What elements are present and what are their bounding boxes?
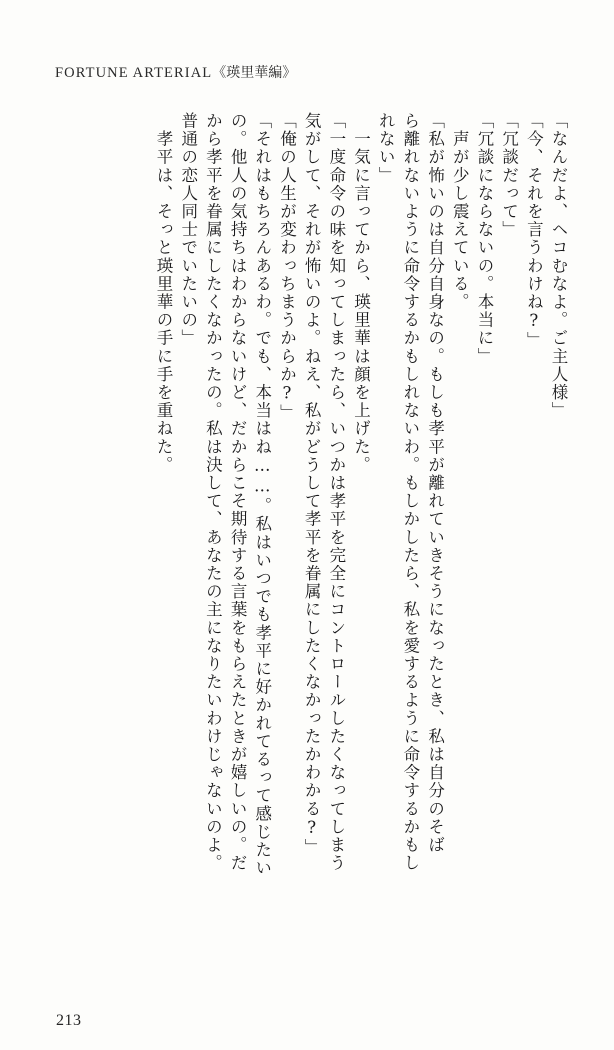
text-column: 「私が怖いのは自分自身なの。もしも孝平が離れていきそうになったとき、私は自分のそば (425, 112, 445, 855)
page-number: 213 (56, 1012, 82, 1029)
running-header-subtitle: 《瑛里華編》 (212, 66, 297, 81)
text-column: の。他人の気持ちはわからないけど、だからこそ期待する言葉をもらえたときが嬉しいの。だ (228, 112, 248, 873)
text-column: 「今、それを言うわけね?」 (524, 112, 544, 350)
text-column: から孝平を眷属にしたくなかったの。私は決して、あなたの主になりたいわけじゃないのよ。 (203, 112, 223, 873)
text-column: 「一度命令の味を知ってしまったら、いつかは孝平を完全にコントロールしたくなってしまう (326, 112, 346, 873)
text-column: 「なんだよ、ヘコむなよ。ご主人様」 (549, 112, 568, 420)
text-column: れない」 (376, 112, 396, 185)
text-column: 「それはもちろんあるわ。でも、本当はね……。私はいつでも孝平に好かれてるって感じたい (252, 112, 272, 878)
text-column: 一気に言ってから、瑛里華は顔を上げた。 (351, 112, 371, 474)
text-column: 「冗談にならないの。本当に」 (474, 112, 494, 366)
running-header-title: FORTUNE ARTERIAL (55, 65, 213, 81)
text-column: 声が少し震えている。 (450, 112, 470, 312)
text-column: ら離れないように命令するかもしれないわ。もしかしたら、私を愛するように命令するかもし (400, 112, 420, 873)
text-column: 孝平は、そっと瑛里華の手に手を重ねた。 (154, 112, 173, 474)
vertical-text-block (48, 112, 566, 952)
running-header (55, 62, 296, 82)
text-column: 普通の恋人同士でいたいの」 (178, 112, 198, 348)
text-column: 「冗談だって」 (499, 112, 519, 239)
text-column: 「俺の人生が変わっちまうからか?」 (277, 112, 297, 423)
text-column: 気がして、それが怖いのよ。ねえ、私がどうして孝平を眷属にしたくなかったかわかる?」 (302, 112, 322, 857)
